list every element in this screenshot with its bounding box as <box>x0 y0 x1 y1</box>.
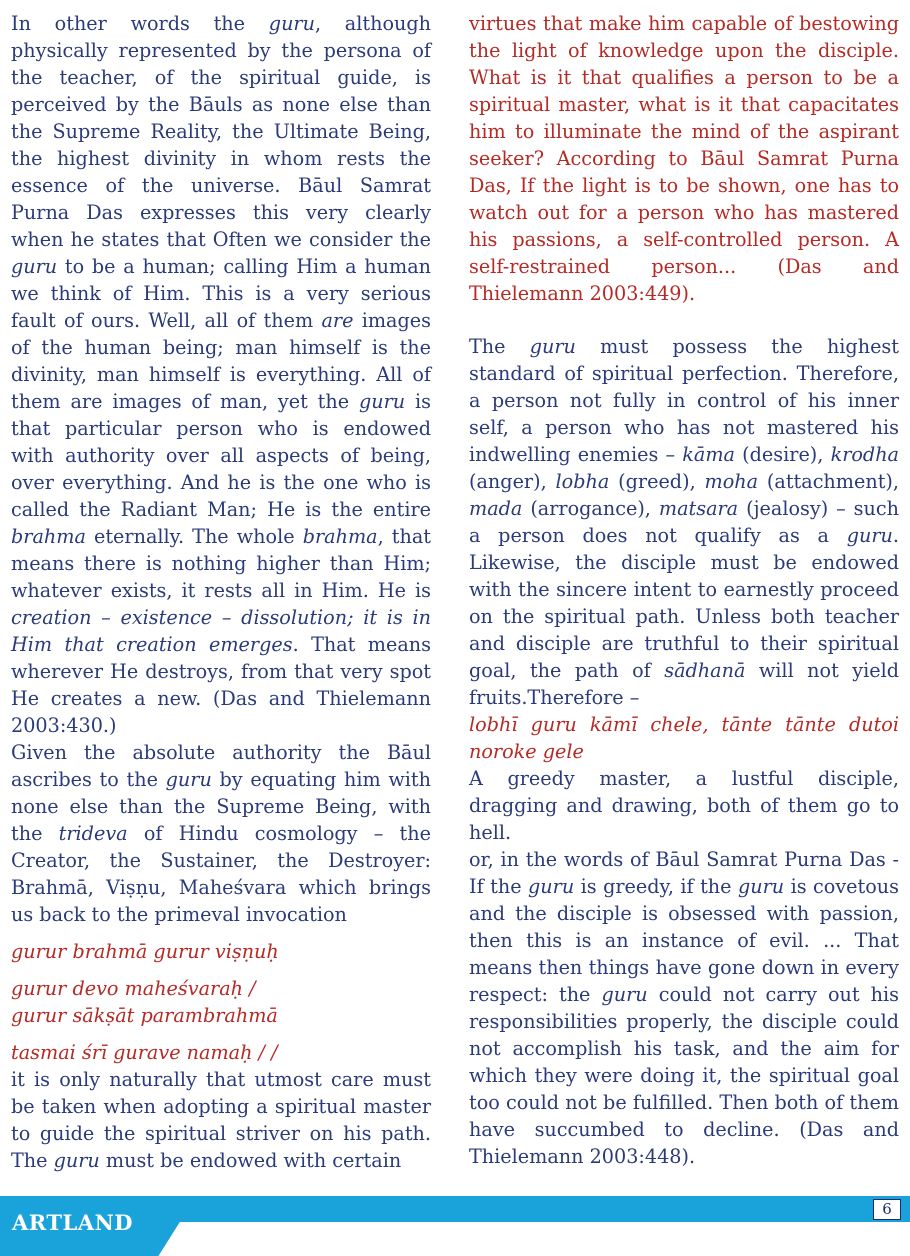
text-run: . Likewise, the disciple must be endowed with the sincere intent to earnestly proceed on the spiritual path. Unless both teacher and disciple are truthful to their spiritual goal, the path of <box>469 524 899 682</box>
text-run: (desire), <box>735 443 831 466</box>
text-run: images of the human being; man himself is the divinity, man himself is everything. All of them are images of man, yet the <box>11 309 431 413</box>
text-run: (anger), <box>469 470 556 493</box>
italic-term: sādhanā <box>664 659 746 682</box>
text-run: (arrogance), <box>522 497 659 520</box>
text-run: could not carry out his responsibilities properly, the disciple could not accomplish his task, and the aim for which they were doing it, the spiritual goal too could not be fulfilled. Then both of them have succumbed to decline. (Das and Thielemann 2003:448). <box>469 983 899 1168</box>
footer-white-area <box>160 1222 910 1256</box>
right-paragraph-4 <box>469 846 899 1170</box>
italic-term: brahma <box>11 525 86 548</box>
left-column <box>11 10 431 1174</box>
text-run: is covetous and the disciple is obsessed with passion, then this is an instance of evil. ... That means then things have gone down in every respect: the <box>469 875 899 1006</box>
italic-term: kāma <box>682 443 735 466</box>
italic-term: guru <box>601 983 648 1006</box>
italic-term: guru <box>53 1149 100 1172</box>
text-run: (jealosy) – such a person does not qualify as a <box>469 497 899 547</box>
magazine-title: ARTLAND <box>12 1210 133 1235</box>
text-run: by equating him with none else than the Supreme Being, with the <box>11 768 431 845</box>
italic-term: krodha <box>830 443 899 466</box>
right-column <box>469 10 899 1170</box>
text-run: eternally. The whole <box>85 525 303 548</box>
right-paragraph-2 <box>469 333 899 711</box>
text-run: it is only naturally that utmost care must be taken when adopting a spiritual master to guide the spiritual striver on his path. The <box>11 1068 431 1172</box>
italic-term: creation – existence – dissolution; it is in Him that creation emerges <box>11 606 431 656</box>
italic-term: guru <box>528 875 575 898</box>
italic-term: are <box>321 309 354 332</box>
left-paragraph-3 <box>11 1066 431 1174</box>
italic-term: moha <box>704 470 759 493</box>
left-paragraph-1 <box>11 10 431 739</box>
text-run: must be endowed with certain <box>99 1149 402 1172</box>
italic-term: guru <box>358 390 406 413</box>
text-run: (attachment), <box>758 470 899 493</box>
italic-term: guru <box>529 335 576 358</box>
text-run: will not yield fruits.Therefore – <box>469 659 899 709</box>
text-run: In other words the <box>11 12 269 35</box>
text-run: (greed), <box>609 470 705 493</box>
text-run: must possess the highest standard of spiritual perfection. Therefore, a person not fully in control of his inner self, a person who has not mastered his indwelling enemies – <box>469 335 899 466</box>
italic-term: trideva <box>58 822 128 845</box>
italic-term: mada <box>469 497 523 520</box>
italic-term: brahma <box>302 525 378 548</box>
text-run: , although physically represented by the persona of the teacher, of the spiritual guide, is perceived by the Bāuls as none else than the Supreme Reality, the Ultimate Being, the highest divinity in whom rests the essence of the universe. Bāul Samrat Purna Das expresses this very clearly when he states that Often we consider the <box>11 12 431 251</box>
italic-term: guru <box>11 255 58 278</box>
text-run: to be a human; calling Him a human we think of Him. This is a very serious fault of ours. Well, all of them <box>11 255 431 332</box>
verse-line-1: gurur brahmā gurur viṣṇuḥ <box>11 940 279 963</box>
text-run: , that means there is nothing higher than Him; whatever exists, it rests all in Him. He is <box>11 525 431 602</box>
italic-term: matsara <box>658 497 739 520</box>
verse-line-3: gurur sākṣāt parambrahmā <box>11 1004 278 1027</box>
italic-term: lobha <box>555 470 610 493</box>
italic-term: guru <box>268 12 315 35</box>
page-number: 6 <box>873 1199 901 1220</box>
italic-term: guru <box>846 524 893 547</box>
text-run: . That means wherever He destroys, from that very spot He creates a new. (Das and Thielemann 2003:430.) <box>11 633 431 737</box>
verse-line-4: tasmai śrī gurave namaḥ / / <box>11 1041 278 1064</box>
text-run: of Hindu cosmology – the Creator, the Sustainer, the Destroyer: Brahmā, Viṣṇu, Maheśvara which brings us back to the primeval invocation <box>11 822 431 926</box>
left-paragraph-2 <box>11 739 431 928</box>
italic-term: guru <box>737 875 785 898</box>
quote-paragraph: virtues that make him capable of bestowing the light of knowledge upon the disciple. What is it that qualifies a person to be a spiritual master, what is it that capacitates him to illuminate the mind of the aspirant seeker? According to Bāul Samrat Purna Das, If the light is to be shown, one has to watch out for a person who has mastered his passions, a self-controlled person. A self-restrained person... (Das and Thielemann 2003:449). <box>469 12 899 305</box>
text-run: is that particular person who is endowed with authority over all aspects of being, over everything. And he is the one who is called the Radiant Man; He is the entire <box>11 390 431 521</box>
text-run: or, in the words of Bāul Samrat Purna Das - If the <box>469 848 899 898</box>
text-run: The <box>469 335 530 358</box>
bengali-verse: lobhī guru kāmī chele, tānte tānte dutoi noroke gele <box>469 713 899 763</box>
italic-term: guru <box>165 768 212 791</box>
verse-translation: A greedy master, a lustful disciple, dragging and drawing, both of them go to hell. <box>469 767 899 844</box>
text-run: Given the absolute authority the Bāul ascribes to the <box>11 741 431 791</box>
verse-line-2: gurur devo maheśvaraḥ / <box>11 977 256 1000</box>
text-run: is greedy, if the <box>574 875 738 898</box>
